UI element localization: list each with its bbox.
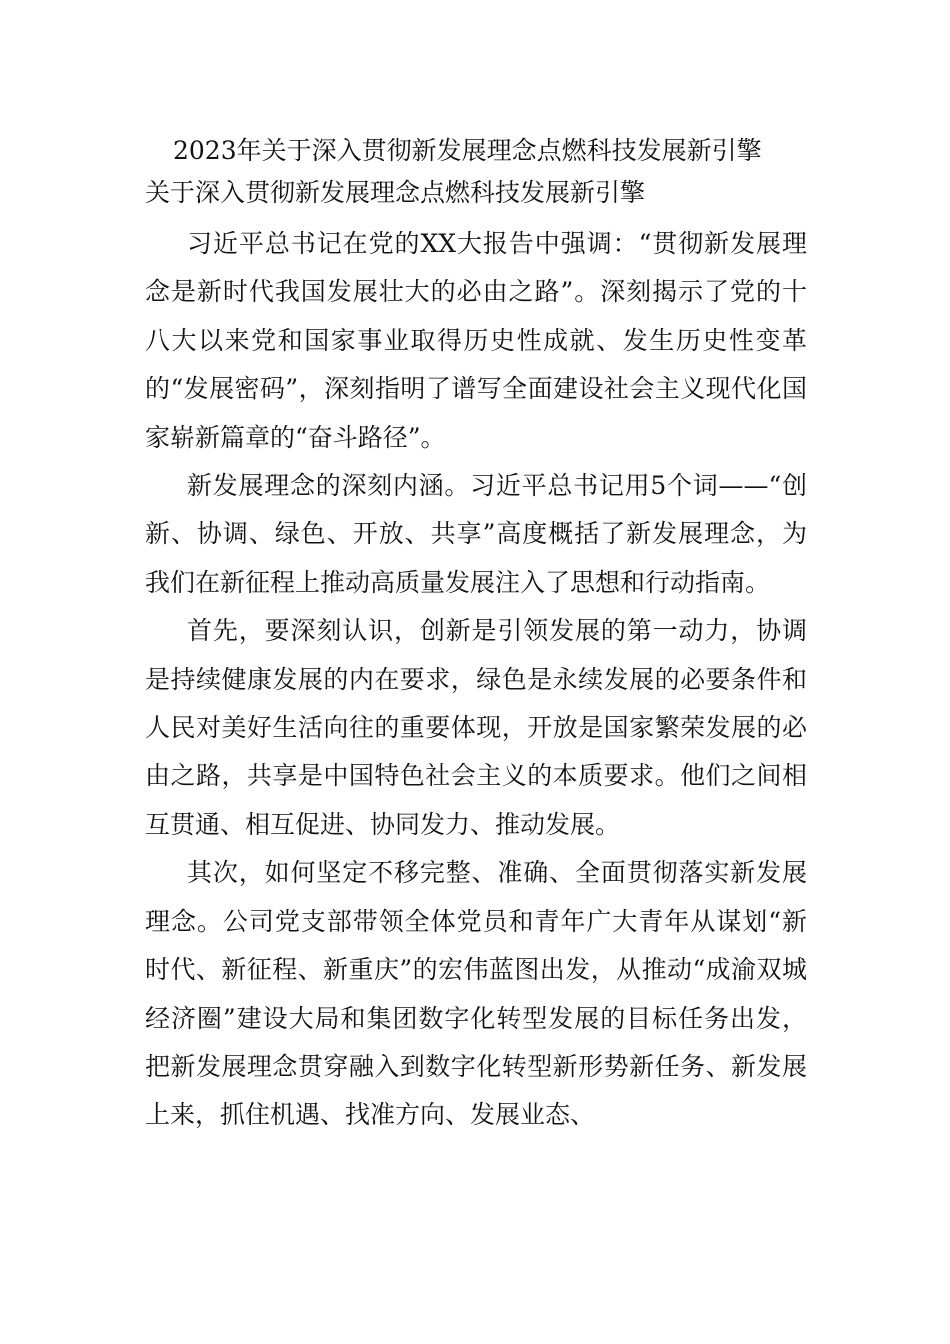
- paragraph-connotation: 新发展理念的深刻内涵。习近平总书记用5个词——“创新、协调、绿色、开放、共享”高度概括了新发展理念，为我们在新征程上推动高质量发展注入了思想和行动指南。: [145, 471, 807, 597]
- document-body: [145, 130, 807, 1140]
- document-title: 2023年关于深入贯彻新发展理念点燃科技发展新引擎: [173, 136, 762, 165]
- paragraph-second: 其次，如何坚定不移完整、准确、全面贯彻落实新发展理念。公司党支部带领全体党员和青年广大青年从谋划“新时代、新征程、新重庆”的宏伟蓝图出发，从推动“成渝双城经济圈”建设大局和集团数字化转型发展的目标任务出发，把新发展理念贯穿融入到数字化转型新形势新任务、新发展上来，抓住机遇、找准方向、发展业态、: [145, 858, 807, 1130]
- document-subtitle: 关于深入贯彻新发展理念点燃科技发展新引擎: [145, 178, 646, 207]
- paragraph-first: 首先，要深刻认识，创新是引领发展的第一动力，协调是持续健康发展的内在要求，绿色是永续发展的必要条件和人民对美好生活向往的重要体现，开放是国家繁荣发展的必由之路，共享是中国特色社会主义的本质要求。他们之间相互贯通、相互促进、协同发力、推动发展。: [145, 616, 807, 839]
- paragraph-intro: 习近平总书记在党的XX大报告中强调：“贯彻新发展理念是新时代我国发展壮大的必由之路”。深刻揭示了党的十八大以来党和国家事业取得历史性成就、发生历史性变革的“发展密码”，深刻指明了谱写全面建设社会主义现代化国家崭新篇章的“奋斗路径”。: [145, 229, 807, 452]
